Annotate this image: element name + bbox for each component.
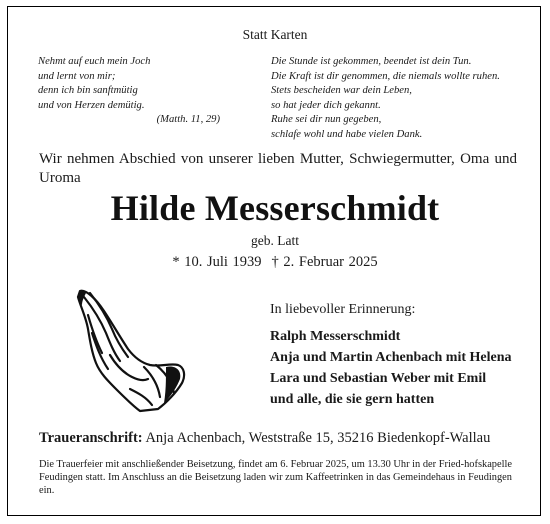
- address-label: Traueranschrift:: [39, 430, 143, 446]
- praying-hands-icon: [70, 285, 190, 415]
- poem-line: Die Stunde ist gekommen, beendet ist dein Tun.: [271, 56, 472, 67]
- funeral-address: [39, 430, 490, 447]
- poem-line: so hat jeder dich gekannt.: [271, 99, 381, 111]
- verse-line: und von Herzen demütig.: [38, 99, 145, 111]
- poem-line: Ruhe sei dir nun gegeben,: [271, 114, 382, 125]
- life-dates: [0, 254, 550, 271]
- maiden-name: geb. Latt: [251, 233, 299, 248]
- poem-line: Die Kraft ist dir genommen, die niemals wollte ruhen.: [271, 70, 500, 82]
- intro-text: Wir nehmen Abschied von unserer lieben Mutter, Schwiegermutter, Oma und Uroma: [39, 151, 517, 186]
- mourner-name: Ralph Messerschmidt: [270, 329, 401, 344]
- verse-line: und lernt von mir;: [38, 70, 116, 82]
- birth-date: * 10. Juli 1939: [172, 254, 262, 270]
- verse-reference: (Matth. 11, 29): [156, 114, 220, 125]
- address-value: Anja Achenbach, Weststraße 15, 35216 Biedenkopf-Wallau: [145, 430, 491, 446]
- mourners-block: [270, 302, 512, 410]
- deceased-name: Hilde Messerschmidt: [110, 188, 440, 228]
- mourner-name: Anja und Martin Achenbach mit Helena: [270, 350, 512, 365]
- bible-verse: [38, 55, 228, 128]
- heading: Statt Karten: [242, 27, 308, 42]
- poem: [271, 55, 531, 142]
- ceremony-notice: Die Trauerfeier mit anschließender Beisetzung, findet am 6. Februar 2025, um 13.30 Uhr in der Fried-hofskapelle Feudingen statt. Im Anschluss an die Beisetzung laden wir zum Kaffeetrinken in das Gemeindehaus in Feudingen ein.: [39, 459, 512, 496]
- verse-line: denn ich bin sanftmütig: [38, 85, 138, 96]
- death-date: † 2. Februar 2025: [271, 254, 378, 270]
- poem-line: schlafe wohl und habe vielen Dank.: [271, 128, 423, 140]
- mourner-name: und alle, die sie gern hatten: [270, 392, 435, 407]
- memory-line: In liebevoller Erinnerung:: [270, 302, 416, 317]
- mourner-name: Lara und Sebastian Weber mit Emil: [270, 371, 487, 386]
- poem-line: Stets bescheiden war dein Leben,: [271, 85, 412, 96]
- verse-line: Nehmt auf euch mein Joch: [38, 56, 151, 67]
